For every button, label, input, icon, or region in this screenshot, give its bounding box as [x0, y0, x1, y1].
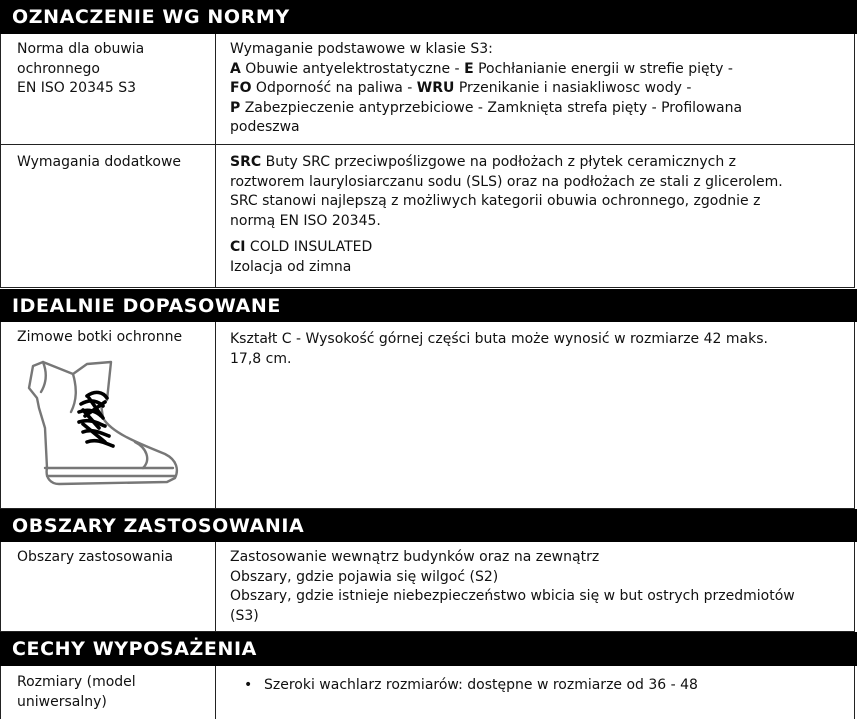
- label-line: ochronnego: [17, 60, 100, 77]
- table-row-zastosowania: [0, 542, 855, 632]
- src-line: roztworem laurylosiarczanu sodu (SLS) oraz na podłożach ze stali z glicerolem.: [230, 173, 783, 190]
- src-line: [230, 153, 844, 173]
- row-label: [1, 145, 216, 287]
- label-line: Norma dla obuwia: [17, 41, 145, 57]
- requirements-line: [230, 79, 844, 99]
- requirements-line: podeszwa: [230, 119, 300, 135]
- code-a: A: [230, 60, 241, 77]
- requirements-line: [230, 60, 844, 80]
- text-line: Obszary, gdzie istnieje niebezpieczeństwo wbicia się w but ostrych przedmiotów: [230, 588, 795, 604]
- code-desc: Przenikanie i nasiakliwosc wody -: [454, 80, 692, 96]
- section-header-wyposazenia: [0, 632, 857, 666]
- row-value: [216, 666, 854, 719]
- code-desc: Odporność na paliwa -: [251, 80, 417, 96]
- code-desc: Zabezpieczenie antyprzebiciowe - Zamknięta strefa pięty - Profilowana: [240, 99, 743, 116]
- code-fo: FO: [230, 80, 252, 96]
- row-value: [216, 322, 854, 508]
- code-p: P: [230, 99, 241, 116]
- row-label: [1, 666, 216, 719]
- code-desc: Pochłanianie energii w strefie pięty -: [473, 60, 733, 77]
- ci-line: [230, 238, 844, 258]
- section-title: CECHY WYPOSAŻENIA: [12, 638, 257, 660]
- label-line: Zimowe botki ochronne: [17, 329, 183, 345]
- label-line: Wymagania dodatkowe: [17, 154, 182, 170]
- label-line: uniwersalny): [17, 693, 107, 710]
- row-label: [1, 542, 216, 631]
- code-e: E: [464, 60, 474, 77]
- ci-line: Izolacja od zimna: [230, 258, 352, 275]
- text-line: Obszary, gdzie pojawia się wilgoć (S2): [230, 568, 499, 585]
- requirements-line: [230, 99, 844, 119]
- row-label: [1, 34, 216, 144]
- row-value: [216, 542, 854, 631]
- text-line: Zastosowanie wewnątrz budynków oraz na zewnątrz: [230, 549, 600, 565]
- row-label: [1, 322, 216, 508]
- section-header-oznaczenie: [0, 0, 857, 34]
- text-line: 17,8 cm.: [230, 350, 292, 367]
- label-line: Rozmiary (model: [17, 674, 136, 690]
- table-row-dopasowane: [0, 322, 855, 509]
- list-item: [230, 676, 844, 696]
- bullet-icon: •: [244, 677, 253, 693]
- list-item-text: Szeroki wachlarz rozmiarów: dostępne w rozmiarze od 36 - 48: [264, 677, 698, 693]
- section-header-dopasowane: [0, 289, 857, 322]
- code-wru: WRU: [416, 80, 455, 96]
- src-line: SRC stanowi najlepszą z możliwych kategorii obuwia ochronnego, zgodnie z: [230, 193, 761, 209]
- section-title: IDEALNIE DOPASOWANE: [12, 294, 281, 317]
- table-row-norma: [0, 34, 855, 145]
- row-value: [216, 34, 854, 144]
- code-src: SRC: [230, 154, 262, 170]
- section-title: OBSZARY ZASTOSOWANIA: [12, 514, 305, 537]
- src-desc: Buty SRC przeciwpoślizgowe na podłożach z płytek ceramicznych z: [261, 154, 737, 170]
- row-value: [216, 145, 854, 287]
- label-line: Obszary zastosowania: [17, 549, 174, 565]
- code-ci: CI: [230, 239, 246, 255]
- requirements-intro: Wymaganie podstawowe w klasie S3:: [230, 41, 493, 57]
- ci-desc: COLD INSULATED: [245, 239, 373, 255]
- code-desc: Obuwie antyelektrostatyczne -: [240, 60, 465, 77]
- text-line: (S3): [230, 607, 259, 624]
- winter-boot-icon: [25, 358, 185, 498]
- section-title: OZNACZENIE WG NORMY: [12, 6, 290, 28]
- label-line: EN ISO 20345 S3: [17, 80, 137, 96]
- text-line: Kształt C - Wysokość górnej części buta może wynosić w rozmiarze 42 maks.: [230, 331, 768, 347]
- table-row-rozmiary: [0, 666, 855, 719]
- src-line: normą EN ISO 20345.: [230, 212, 381, 229]
- section-header-zastosowania: [0, 509, 857, 542]
- table-row-dodatkowe: [0, 145, 855, 288]
